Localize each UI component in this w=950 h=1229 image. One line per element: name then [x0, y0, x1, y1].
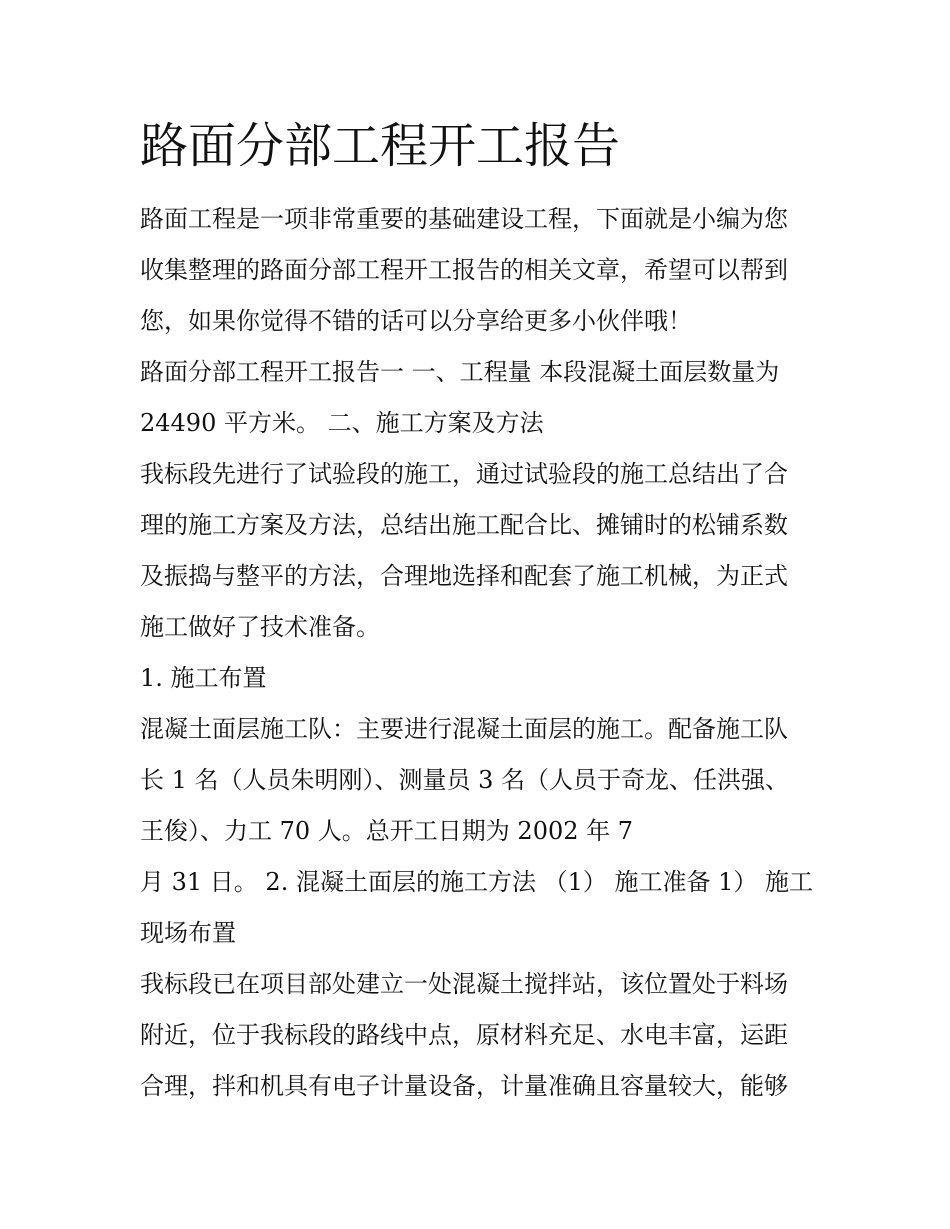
body-line: 我标段先进行了试验段的施工，通过试验段的施工总结出了合 — [140, 460, 788, 488]
body-line: 我标段已在项目部处建立一处混凝土搅拌站，该位置处于料场 — [140, 970, 788, 998]
body-line: 路面分部工程开工报告一 一、工程量 本段混凝土面层数量为 — [140, 358, 780, 386]
body-line: 及振捣与整平的方法，合理地选择和配套了施工机械，为正式 — [140, 562, 788, 590]
document-title: 路面分部工程开工报告 — [140, 118, 621, 174]
body-line: 理的施工方案及方法，总结出施工配合比、摊铺时的松铺系数 — [140, 511, 788, 539]
body-line: 合理，拌和机具有电子计量设备，计量准确且容量较大，能够 — [140, 1072, 788, 1100]
body-line: 现场布置 — [140, 919, 236, 947]
section-heading: 1. 施工布置 — [140, 664, 267, 692]
body-line: 您，如果你觉得不错的话可以分享给更多小伙伴哦！ — [140, 307, 692, 335]
body-line: 路面工程是一项非常重要的基础建设工程，下面就是小编为您 — [140, 205, 788, 233]
body-line: 施工做好了技术准备。 — [140, 613, 380, 641]
body-line: 王俊）、力工 70 人。总开工日期为 2002 年 7 — [140, 817, 634, 845]
body-line: 长 1 名（人员朱明刚）、测量员 3 名（人员于奇龙、任洪强、 — [140, 766, 790, 794]
body-line: 月 31 日。 2. 混凝土面层的施工方法 （1） 施工准备 1） 施工 — [140, 868, 814, 896]
body-line: 附近，位于我标段的路线中点，原材料充足、水电丰富，运距 — [140, 1021, 788, 1049]
body-line: 24490 平方米。 二、施工方案及方法 — [140, 409, 544, 437]
body-line: 混凝土面层施工队：主要进行混凝土面层的施工。配备施工队 — [140, 715, 788, 743]
body-line: 收集整理的路面分部工程开工报告的相关文章，希望可以帮到 — [140, 256, 788, 284]
